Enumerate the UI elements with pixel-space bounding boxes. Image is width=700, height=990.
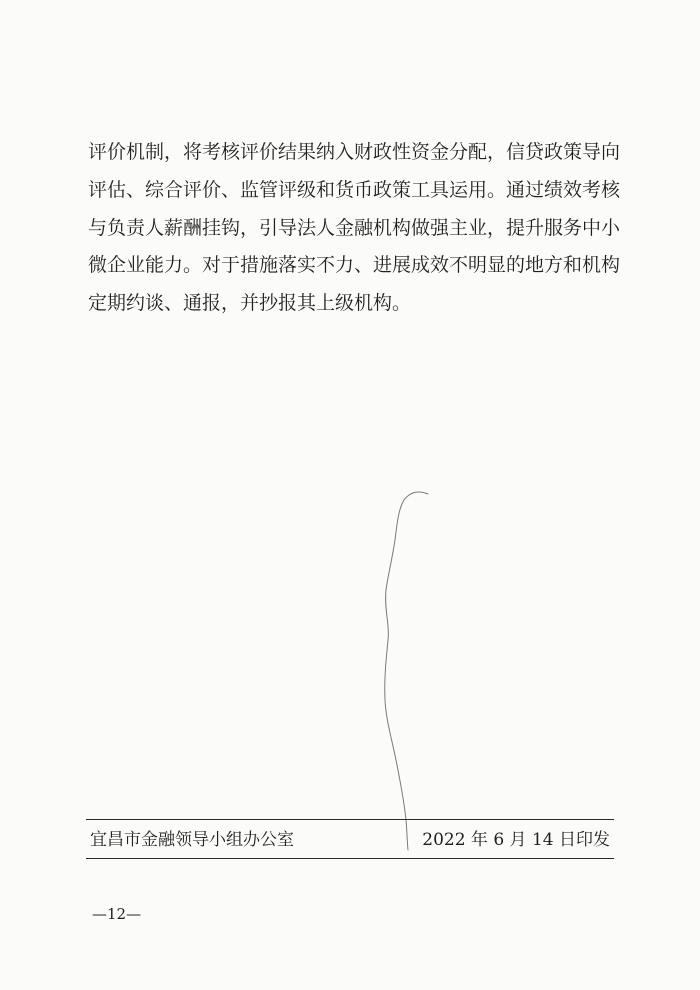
body-line: 评估、综合评价、监管评级和货币政策工具运用。通过绩效考核	[88, 178, 621, 201]
body-line: 与负责人薪酬挂钩，引导法人金融机构做强主业，提升服务中小	[88, 216, 621, 239]
body-line: 微企业能力。对于措施落实不力、进展成效不明显的地方和机构	[88, 254, 621, 277]
body-line: 定期约谈、通报，并抄报其上级机构。	[88, 292, 412, 315]
footer-bottom-rule	[86, 858, 614, 859]
footer-top-rule	[86, 819, 614, 820]
issue-date: 2022 年 6 月 14 日印发	[422, 830, 610, 850]
issuer-name: 宜昌市金融领导小组办公室	[90, 830, 294, 850]
body-paragraph	[88, 140, 621, 329]
body-line: 评价机制，将考核评价结果纳入财政性资金分配，信贷政策导向	[88, 141, 621, 163]
page-number: —12—	[92, 905, 142, 923]
